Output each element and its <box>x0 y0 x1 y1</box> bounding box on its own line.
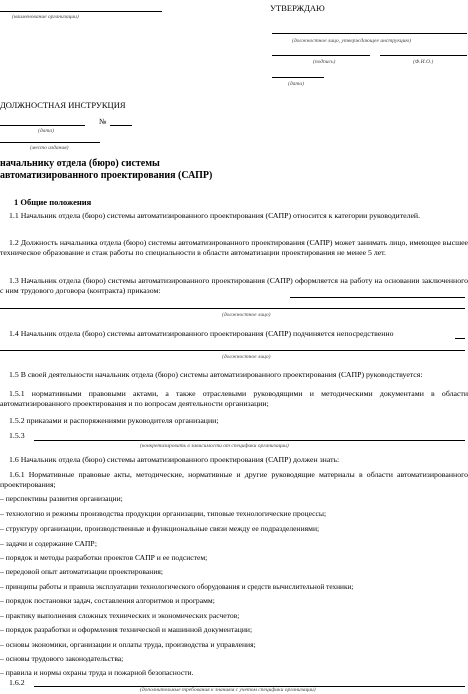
knowledge-item: – перспективы развития организации; <box>0 494 123 503</box>
signature-caption: (подпись) <box>313 59 336 65</box>
supervisor-line <box>455 338 465 339</box>
document-date-line <box>0 125 85 126</box>
person-caption-2: (должностное лицо) <box>222 354 271 360</box>
place-caption: (место издания) <box>30 145 69 151</box>
knowledge-item: – принципы работы и правила эксплуатации технологического оборудования и средств вычислительной техники; <box>0 582 354 591</box>
knowledge-item: – основы трудового законодательства; <box>0 654 124 663</box>
approval-date-line <box>272 77 324 78</box>
supervisor-line-2 <box>0 350 465 351</box>
document-title: ДОЛЖНОСТНАЯ ИНСТРУКЦИЯ <box>0 100 126 110</box>
paragraph-1-1: 1.1 Начальник отдела (бюро) системы автоматизированного проектирования (САПР) относится к категории руководителей. <box>9 211 421 220</box>
specifics-line <box>34 440 465 441</box>
knowledge-item: – основы экономики, организации и оплаты труда, производства и управления; <box>0 640 256 649</box>
approver-position-line <box>272 33 467 34</box>
knowledge-item: – структуру организации, производственные и функциональные связи между ее подразделениями; <box>0 524 320 533</box>
approval-date-caption: (дата) <box>288 81 304 87</box>
knowledge-item: – передовой опыт автоматизации проектирования; <box>0 567 164 576</box>
paragraph-1-5-1: 1.5.1 нормативными правовыми актами, а также отраслевыми руководящими и методическими документами в области автоматизированного проектирования и по вопросам деятельности организации; <box>0 389 468 408</box>
paragraph-1-3: 1.3 Начальник отдела (бюро) системы автоматизированного проектирования (САПР) оформляется на работу на основании заключенного с ним трудового договора (контракта) приказом: <box>0 276 468 295</box>
specifics-caption: (конкретизировать в зависимости от специфики организации) <box>140 443 289 449</box>
approve-stamp: УТВЕРЖДАЮ <box>270 3 325 13</box>
knowledge-item: – технологию и режимы производства продукции организации, типовые технологические процессы; <box>0 509 327 518</box>
paragraph-1-6: 1.6 Начальник отдела (бюро) системы автоматизированного проектирования (САПР) должен знать: <box>9 455 340 464</box>
order-line <box>290 297 465 298</box>
knowledge-item: – порядок постановки задач, составления алгоритмов и программ; <box>0 596 215 605</box>
document-subject-line-2: автоматизированного проектирования (САПР) <box>0 170 213 181</box>
knowledge-item: – порядок и методы разработки проектов САПР и ее подсистем; <box>0 553 208 562</box>
paragraph-1-2: 1.2 Должность начальника отдела (бюро) системы автоматизированного проектирования (САПР) может занимать лицо, имеющее высшее техническое образование и стаж работы по специальности в области автоматизации проектирования не менее 5 лет. <box>0 238 468 257</box>
order-line-2 <box>0 308 465 309</box>
fio-caption: (Ф.И.О.) <box>413 59 434 65</box>
additional-requirements-caption: (дополнительные требования к знаниям с учетом специфики организации) <box>140 687 316 693</box>
section-heading: 1 Общие положения <box>14 197 92 207</box>
place-line <box>0 142 100 143</box>
paragraph-1-5: 1.5 В своей деятельности начальник отдела (бюро) системы автоматизированного проектирования (САПР) руководствуется: <box>9 370 423 379</box>
fio-line <box>380 55 467 56</box>
approver-position-caption: (должностное лицо, утверждающее инструкцию) <box>292 38 412 44</box>
knowledge-item: – порядок разработки и оформления технической и машинной документации; <box>0 625 253 634</box>
organization-caption: (наименование организации) <box>12 14 79 20</box>
document-number-sign: № <box>99 117 107 126</box>
paragraph-1-6-1: 1.6.1 Нормативные правовые акты, методические, нормативные и другие руководящие материалы в области автоматизированного проектирования; <box>0 470 468 489</box>
document-date-caption: (дата) <box>38 128 54 134</box>
paragraph-1-5-2: 1.5.2 приказами и распоряжениями руководителя организации; <box>9 416 219 425</box>
person-caption-1: (должностное лицо) <box>222 312 271 318</box>
knowledge-item: – практику выполнения сложных технических и экономических расчетов; <box>0 611 240 620</box>
organization-name-line <box>0 11 162 12</box>
knowledge-item: – задачи и содержание САПР; <box>0 539 98 548</box>
document-subject-line-1: начальнику отдела (бюро) системы <box>0 158 160 169</box>
signature-line <box>272 55 370 56</box>
document-number-line <box>110 125 132 126</box>
knowledge-item: – правила и нормы охраны труда и пожарной безопасности. <box>0 668 194 677</box>
paragraph-1-5-3: 1.5.3 <box>9 431 25 440</box>
paragraph-1-6-2: 1.6.2 <box>9 678 25 687</box>
paragraph-1-4: 1.4 Начальник отдела (бюро) системы автоматизированного проектирования (САПР) подчиняется непосредственно <box>9 329 394 338</box>
